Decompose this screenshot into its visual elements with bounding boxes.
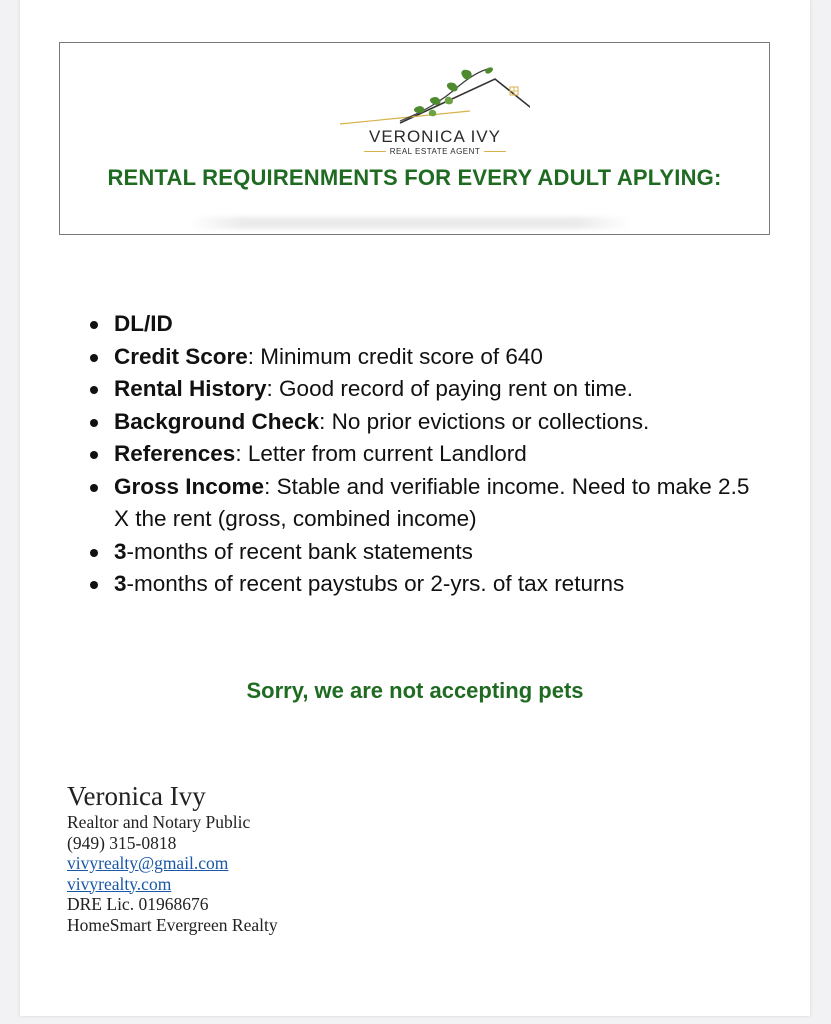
contact-block [67, 780, 278, 935]
requirement-text: -months of recent paystubs or 2-yrs. of tax returns [126, 571, 625, 596]
requirement-label: References [114, 441, 236, 466]
contact-phone: (949) 315-0818 [67, 832, 177, 853]
contact-website-link[interactable]: vivyrealty.com [67, 873, 172, 894]
logo-tagline [340, 147, 530, 156]
logo [340, 63, 530, 163]
no-pets-notice: Sorry, we are not accepting pets [246, 678, 584, 703]
requirement-label: DL/ID [114, 311, 173, 336]
header-box [59, 42, 770, 235]
list-item [86, 471, 766, 536]
document-page [20, 0, 810, 1016]
contact-title: Realtor and Notary Public [67, 812, 251, 832]
contact-name: Veronica Ivy [67, 781, 206, 811]
contact-license: DRE Lic. 01968676 [67, 894, 209, 914]
requirement-text: : Good record of paying rent on time. [266, 376, 633, 401]
house-with-ivy-icon [340, 63, 530, 127]
list-item [86, 341, 766, 374]
logo-tagline-text: REAL ESTATE AGENT [389, 147, 481, 156]
list-item [86, 308, 766, 341]
requirements-list [86, 308, 766, 601]
requirement-text: : Minimum credit score of 640 [247, 343, 543, 369]
page-title: RENTAL REQUIRENMENTS FOR EVERY ADULT APLYING: [107, 165, 722, 190]
contact-email-link[interactable]: vivyrealty@gmail.com [67, 853, 229, 873]
requirement-label: Background Check [114, 408, 320, 434]
logo-name: VERONICA IVY [369, 127, 501, 146]
requirement-label: Credit Score [114, 343, 248, 369]
requirement-label: 3 [114, 538, 127, 564]
requirement-text: : No prior evictions or collections. [319, 408, 650, 434]
requirement-text: : Stable and verifiable income. Need to make 2.5 X the rent (gross, combined income) [114, 473, 750, 531]
requirement-text: -months of recent bank statements [126, 538, 473, 564]
list-item [86, 373, 766, 406]
list-item [86, 406, 766, 439]
requirement-label: 3 [114, 571, 127, 596]
requirement-label: Gross Income [114, 473, 265, 499]
list-item [86, 536, 766, 569]
contact-brokerage: HomeSmart Evergreen Realty [67, 914, 278, 935]
list-item [86, 568, 766, 601]
list-item [86, 438, 766, 471]
requirement-text: : Letter from current Landlord [235, 441, 527, 466]
faded-address-line [190, 217, 630, 229]
requirement-label: Rental History [114, 376, 267, 401]
